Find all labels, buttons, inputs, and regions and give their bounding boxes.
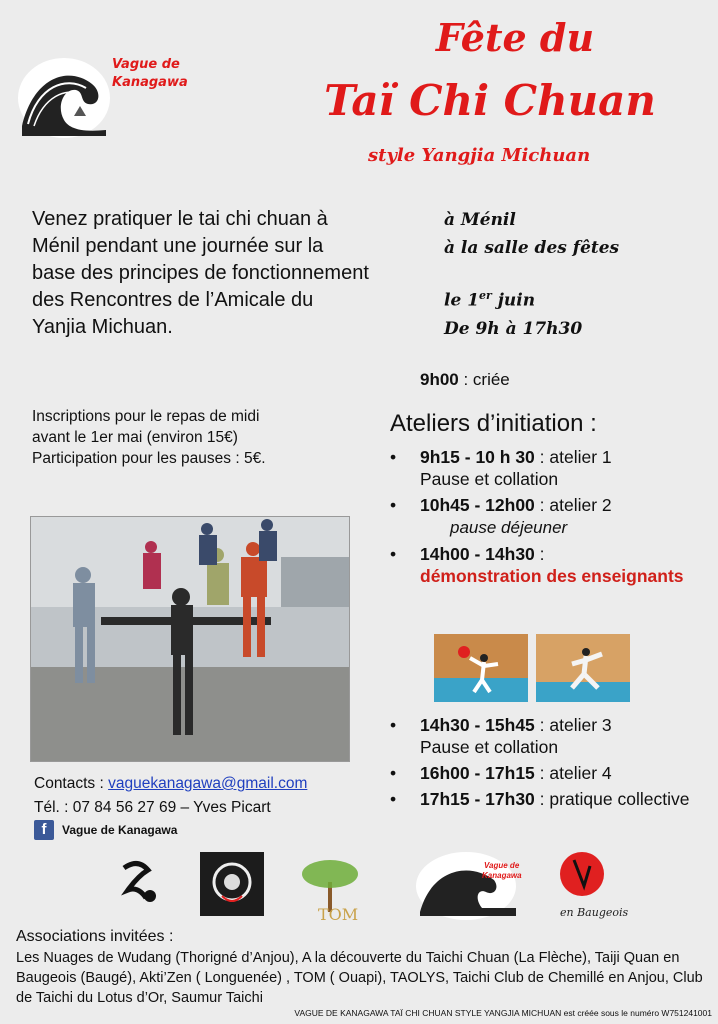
group-practice-photo: [30, 516, 350, 762]
contacts-block: Contacts : vaguekanagawa@gmail.com Tél. : 07 84 56 27 69 – Yves Picart: [34, 772, 307, 820]
svg-text:Vague de: Vague de: [484, 861, 520, 870]
demo-photo-2: [536, 634, 630, 702]
program-list-afternoon: [390, 714, 710, 810]
kanagawa-wave-logo: [14, 46, 114, 146]
event-date: le 1er juin De 9h à 17h30: [444, 289, 583, 339]
lotus-logo: [200, 852, 264, 916]
list-item: • 10h45 - 12h00 : atelier 2 pause déjeuner: [390, 495, 612, 537]
tom-tree-logo: [302, 860, 358, 924]
program-criee: 9h00 : criée: [420, 370, 510, 389]
logo-text: Vague de Kanagawa: [112, 57, 188, 90]
list-item: • 9h15 - 10 h 30 : atelier 1 Pause et collation: [390, 447, 612, 489]
list-item: • 17h15 - 17h30 : pratique collective: [390, 789, 690, 809]
partner-logos: [0, 848, 718, 928]
phone-text: Tél. : 07 84 56 27 69 – Yves Picart: [34, 799, 271, 816]
program-list-morning: [390, 446, 710, 587]
intro-paragraph: Venez pratiquer le tai chi chuan à Ménil pendant une journée sur la base des principes de fonctionnement des Rencontres de l’Amicale du Yanjia Michuan.: [32, 208, 369, 338]
list-item: • 14h00 - 14h30 : démonstration des enseignants: [390, 544, 684, 586]
kanagawa-small-logo: [416, 852, 522, 920]
registration-info: Inscriptions pour le repas de midi avant le 1er mai (environ 15€) Participation pour les pauses : 5€.: [32, 408, 266, 467]
list-item: • 16h00 - 17h15 : atelier 4: [390, 763, 612, 783]
ateliers-title: Ateliers d’initiation :: [390, 410, 597, 437]
associations-list: Les Nuages de Wudang (Thorigné d’Anjou), A la découverte du Taichi Chuan (La Flèche), Taiji Quan en Baugeois (Baugé), Akti’Zen ( Longuenée) , TOM ( Ouapi), TAOLYS, Taichi Club de Chemillé en Anjou, Club de Taichi du Lotus d’Or, Saumur Taichi: [16, 950, 703, 1006]
page-title-line2: Taï Chi Chuan: [324, 76, 656, 125]
svg-text:TOM: TOM: [318, 905, 359, 924]
facebook-icon: f: [34, 820, 54, 840]
taiji-baugeois-logo: [560, 852, 629, 919]
svg-text:en Baugeois: en Baugeois: [560, 906, 629, 919]
nuages-wudang-logo: [124, 863, 156, 902]
list-item: • 14h30 - 15h45 : atelier 3 Pause et collation: [390, 715, 612, 757]
demonstration-label: démonstration des enseignants: [420, 566, 684, 586]
email-link[interactable]: vaguekanagawa@gmail.com: [108, 775, 308, 792]
page-title-line1: Fête du: [435, 15, 595, 60]
associations-title: Associations invitées :: [16, 928, 174, 945]
demo-photo-1: [434, 634, 528, 702]
facebook-link[interactable]: f Vague de Kanagawa: [34, 820, 177, 840]
subtitle: style Yangjia Michuan: [368, 145, 591, 166]
location: à Ménil à la salle des fêtes: [444, 210, 620, 258]
footer-registration: VAGUE DE KANAGAWA TAÏ CHI CHUAN STYLE YANGJIA MICHUAN est créée sous le numéro W751241001: [294, 1008, 712, 1018]
svg-text:Kanagawa: Kanagawa: [482, 871, 522, 880]
